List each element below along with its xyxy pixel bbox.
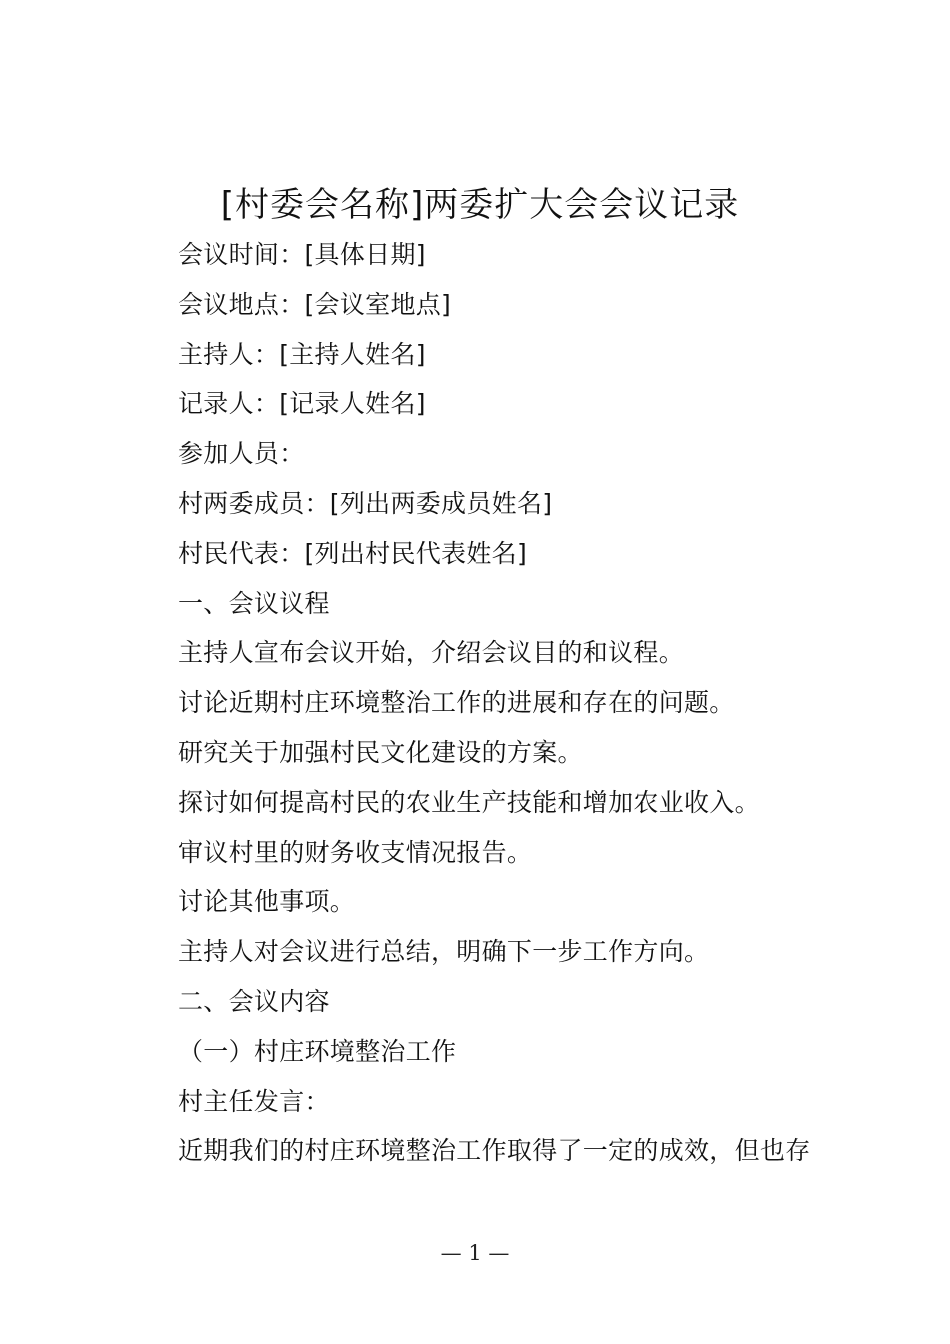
committee-members-line: 村两委成员：[列出两委成员姓名] — [178, 488, 553, 518]
attendees-heading: 参加人员： — [178, 439, 305, 469]
agenda-item: 探讨如何提高村民的农业生产技能和增加农业收入。 — [178, 787, 760, 817]
speaker-line: 村主任发言： — [178, 1086, 330, 1116]
agenda-item: 讨论其他事项。 — [178, 887, 356, 917]
paragraph-line: 近期我们的村庄环境整治工作取得了一定的成效，但也存 — [178, 1136, 811, 1166]
recorder-line: 记录人：[记录人姓名] — [178, 389, 426, 419]
meeting-time-line: 会议时间：[具体日期] — [178, 240, 426, 269]
agenda-item: 研究关于加强村民文化建设的方案。 — [178, 737, 583, 767]
section-content-heading: 二、会议内容 — [178, 986, 330, 1016]
section-agenda-heading: 一、会议议程 — [178, 588, 330, 618]
meeting-place-line: 会议地点：[会议室地点] — [178, 289, 452, 319]
agenda-item: 讨论近期村庄环境整治工作的进展和存在的问题。 — [178, 688, 735, 718]
subsection-heading: （一）村庄环境整治工作 — [178, 1036, 457, 1066]
document-body — [178, 230, 878, 1176]
host-line: 主持人：[主持人姓名] — [178, 339, 426, 369]
agenda-item: 审议村里的财务收支情况报告。 — [178, 837, 533, 867]
agenda-item: 主持人宣布会议开始，介绍会议目的和议程。 — [178, 638, 685, 668]
villager-representatives-line: 村民代表：[列出村民代表姓名] — [178, 538, 528, 568]
agenda-item: 主持人对会议进行总结，明确下一步工作方向。 — [178, 937, 710, 967]
page-number: — 1 — — [440, 1241, 510, 1265]
document-title: [村委会名称]两委扩大会会议记录 — [220, 185, 740, 225]
